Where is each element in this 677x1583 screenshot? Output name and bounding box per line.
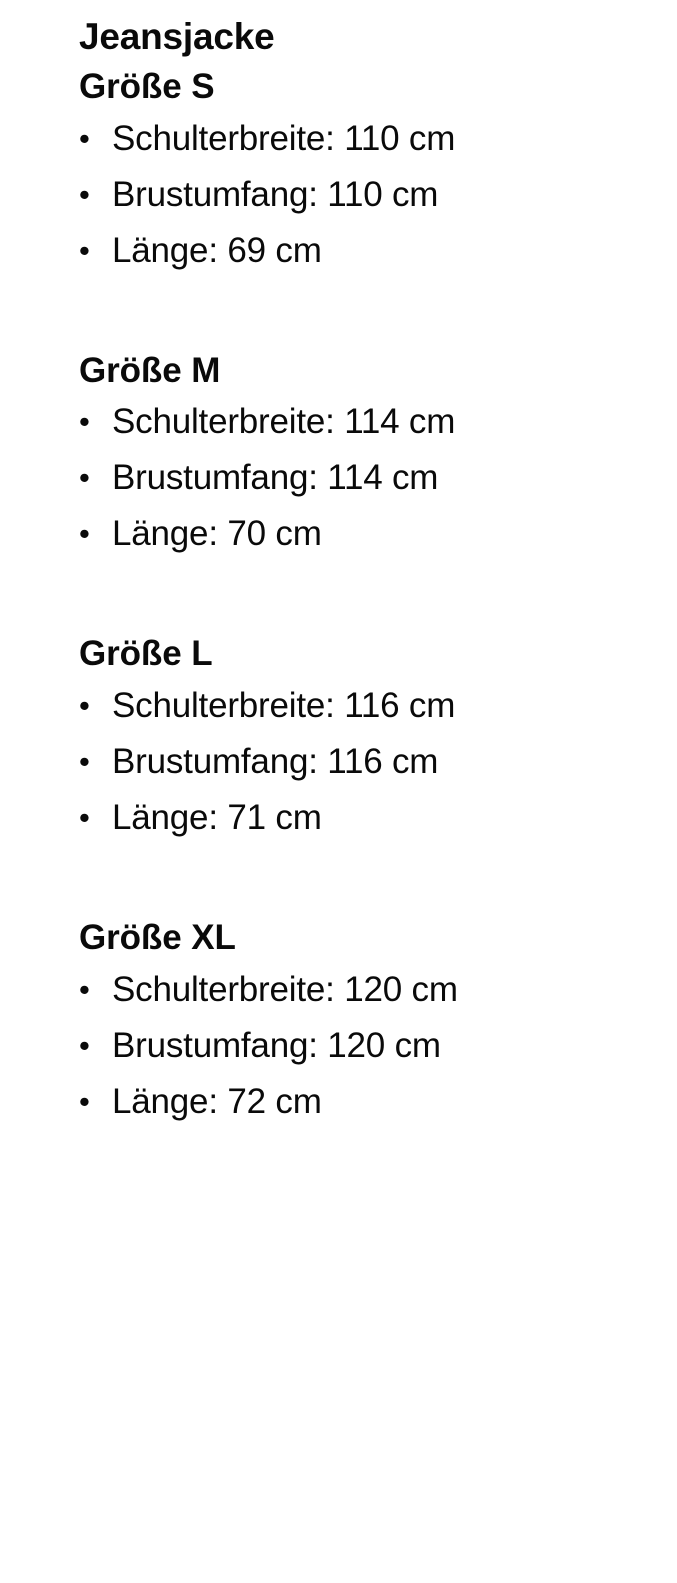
measurement-list	[0, 684, 677, 840]
size-block-s	[0, 65, 677, 273]
size-block-m	[0, 349, 677, 557]
bullet-icon: •	[79, 232, 90, 268]
bullet-icon: •	[79, 1027, 90, 1063]
measurement-text: Länge: 70 cm	[112, 514, 322, 554]
size-heading: Größe L	[79, 634, 213, 674]
bullet-icon: •	[79, 460, 90, 496]
measurement-list	[0, 400, 677, 556]
list-item	[0, 456, 677, 500]
measurement-text: Brustumfang: 120 cm	[112, 1025, 441, 1065]
measurement-text: Brustumfang: 110 cm	[112, 174, 439, 214]
measurement-text: Schulterbreite: 120 cm	[112, 969, 458, 1009]
measurement-text: Länge: 69 cm	[112, 230, 322, 270]
list-item	[0, 684, 677, 728]
list-item	[0, 796, 677, 840]
list-item	[0, 1024, 677, 1068]
bullet-icon: •	[79, 404, 90, 440]
list-item	[0, 400, 677, 444]
list-item	[0, 229, 677, 273]
measurement-text: Schulterbreite: 116 cm	[112, 685, 456, 725]
bullet-icon: •	[79, 120, 90, 156]
size-heading: Größe S	[79, 67, 215, 107]
bullet-icon: •	[79, 176, 90, 212]
page-title: Jeansjacke	[79, 16, 275, 57]
list-item	[0, 740, 677, 784]
measurement-text: Brustumfang: 114 cm	[112, 458, 439, 498]
size-heading: Größe XL	[79, 918, 236, 958]
list-item	[0, 1080, 677, 1124]
bullet-icon: •	[79, 1083, 90, 1119]
measurement-text: Schulterbreite: 110 cm	[112, 118, 456, 158]
measurement-list	[0, 968, 677, 1124]
measurement-text: Brustumfang: 116 cm	[112, 741, 439, 781]
list-item	[0, 117, 677, 161]
bullet-icon: •	[79, 743, 90, 779]
list-item	[0, 512, 677, 556]
measurement-text: Schulterbreite: 114 cm	[112, 402, 456, 442]
bullet-icon: •	[79, 800, 90, 836]
list-item	[0, 173, 677, 217]
bullet-icon: •	[79, 516, 90, 552]
size-block-l	[0, 632, 677, 840]
measurement-text: Länge: 71 cm	[112, 798, 322, 838]
measurement-text: Länge: 72 cm	[112, 1081, 322, 1121]
bullet-icon: •	[79, 687, 90, 723]
size-block-xl	[0, 916, 677, 1124]
measurement-list	[0, 117, 677, 273]
bullet-icon: •	[79, 971, 90, 1007]
list-item	[0, 968, 677, 1012]
size-heading: Größe M	[79, 350, 221, 390]
